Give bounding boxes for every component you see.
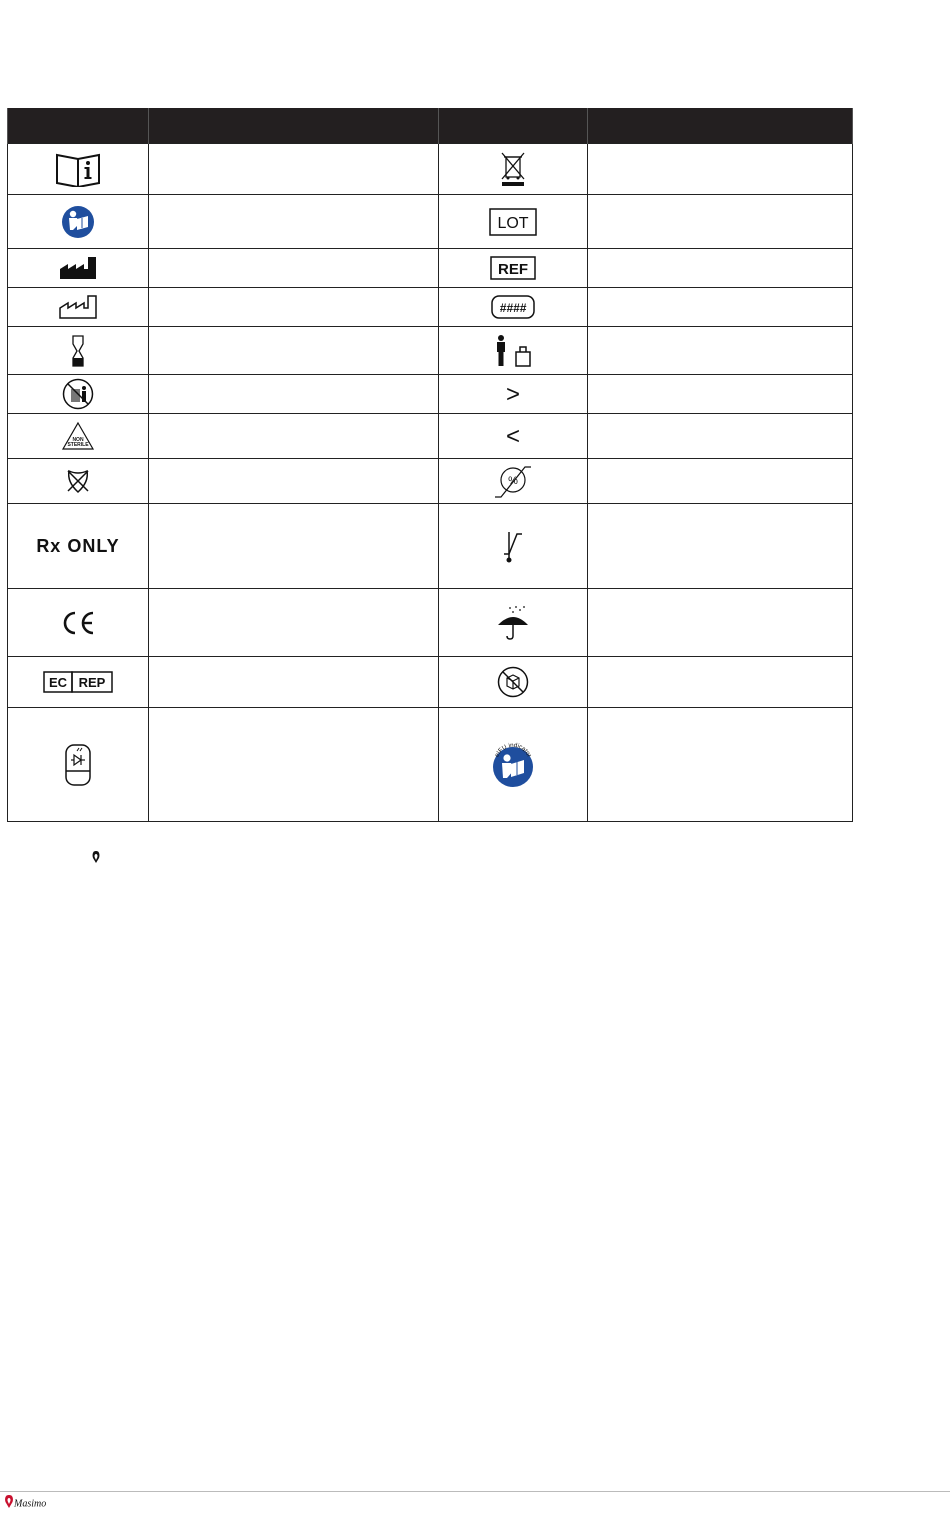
no-recycle-bin-icon (62, 378, 94, 410)
manufacture-date-icon (59, 295, 97, 319)
footer-divider (0, 1491, 950, 1492)
description-cell (149, 195, 439, 249)
symbol-cell (439, 195, 588, 249)
symbol-cell (8, 459, 149, 504)
description-cell (149, 504, 439, 589)
symbol-cell (8, 195, 149, 249)
symbol-cell (439, 144, 588, 195)
svg-text:NON: NON (72, 437, 84, 443)
table-row (8, 327, 853, 375)
manufacturer-icon (59, 256, 97, 280)
description-cell (588, 589, 853, 657)
table-row (8, 414, 853, 459)
package-damaged-icon (497, 666, 529, 698)
table-row (8, 375, 853, 414)
symbol-cell (8, 327, 149, 375)
serial-number-icon (491, 295, 535, 319)
svg-text:Masimo: Masimo (14, 1498, 47, 1510)
description-cell (149, 657, 439, 708)
svg-text:REP: REP (78, 675, 106, 690)
svg-text:EC: EC (48, 675, 68, 690)
description-cell (588, 327, 853, 375)
symbol-cell (8, 144, 149, 195)
description-cell (149, 414, 439, 459)
table-row (8, 504, 853, 589)
description-cell (149, 589, 439, 657)
keep-dry-icon (496, 605, 530, 641)
symbol-cell (439, 414, 588, 459)
header-symbol-col-2 (439, 108, 588, 144)
symbol-cell (439, 375, 588, 414)
symbol-cell (8, 708, 149, 822)
table-row (8, 288, 853, 327)
table-row (8, 589, 853, 657)
table-row (8, 708, 853, 822)
weee-bin-icon (498, 151, 528, 187)
masimo-logo (4, 1494, 50, 1510)
description-cell (588, 375, 853, 414)
description-cell (149, 288, 439, 327)
svg-text:REF: REF (498, 261, 528, 278)
table-header-row (8, 108, 853, 144)
symbol-cell (439, 288, 588, 327)
symbol-cell (439, 459, 588, 504)
description-cell (588, 288, 853, 327)
symbol-cell (439, 657, 588, 708)
description-cell (149, 708, 439, 822)
symbol-cell (439, 504, 588, 589)
description-cell (588, 459, 853, 504)
non-sterile-icon (61, 421, 95, 451)
symbols-table (7, 108, 853, 822)
description-cell (588, 708, 853, 822)
symbol-cell (8, 249, 149, 288)
symbol-cell (439, 249, 588, 288)
svg-text:>: > (505, 382, 521, 406)
symbol-cell (8, 414, 149, 459)
description-cell (149, 327, 439, 375)
description-cell (588, 414, 853, 459)
use-by-hourglass-icon (70, 334, 86, 368)
header-symbol-col-1 (8, 108, 149, 144)
less-than-icon (503, 424, 523, 448)
description-cell (149, 459, 439, 504)
svg-text:LOT: LOT (497, 214, 529, 232)
table-row (8, 144, 853, 195)
svg-text:STERILE: STERILE (67, 442, 89, 448)
symbol-cell (439, 327, 588, 375)
description-cell (149, 375, 439, 414)
instructions-info-icon (55, 151, 101, 187)
humidity-limit-icon (493, 461, 533, 501)
table-row (8, 459, 853, 504)
ec-rep-icon (43, 671, 113, 693)
description-cell (588, 504, 853, 589)
description-cell (588, 249, 853, 288)
latex-free-icon (65, 468, 91, 494)
header-description-col-2 (588, 108, 853, 144)
follow-instructions-icon (61, 205, 95, 239)
patient-weight-icon (493, 334, 533, 368)
header-description-col-1 (149, 108, 439, 144)
symbol-cell (8, 288, 149, 327)
svg-text:<: < (505, 424, 521, 448)
ref-icon (490, 256, 536, 280)
symbol-cell (439, 589, 588, 657)
table-row (8, 195, 853, 249)
description-cell (588, 195, 853, 249)
symbol-cell (8, 589, 149, 657)
symbol-cell (8, 657, 149, 708)
ce-mark-icon (60, 610, 96, 636)
symbol-cell (8, 504, 149, 589)
eifu-indicator-icon (489, 741, 537, 789)
rx-only-icon: Rx ONLY (36, 535, 120, 556)
table-row (8, 249, 853, 288)
svg-text:####: #### (499, 301, 527, 315)
light-emitting-sensor-icon (63, 743, 93, 787)
lot-icon (489, 208, 537, 236)
description-cell (588, 657, 853, 708)
greater-than-icon (503, 382, 523, 406)
svg-text:eIFU indicator: eIFU indicator (493, 741, 533, 758)
description-cell (149, 249, 439, 288)
description-cell (149, 144, 439, 195)
masimo-emblem-icon (91, 850, 101, 864)
svg-text:%: % (508, 475, 518, 487)
symbol-cell (8, 375, 149, 414)
table-row (8, 657, 853, 708)
temperature-limit-icon (503, 526, 523, 566)
description-cell (588, 144, 853, 195)
symbol-cell (439, 708, 588, 822)
